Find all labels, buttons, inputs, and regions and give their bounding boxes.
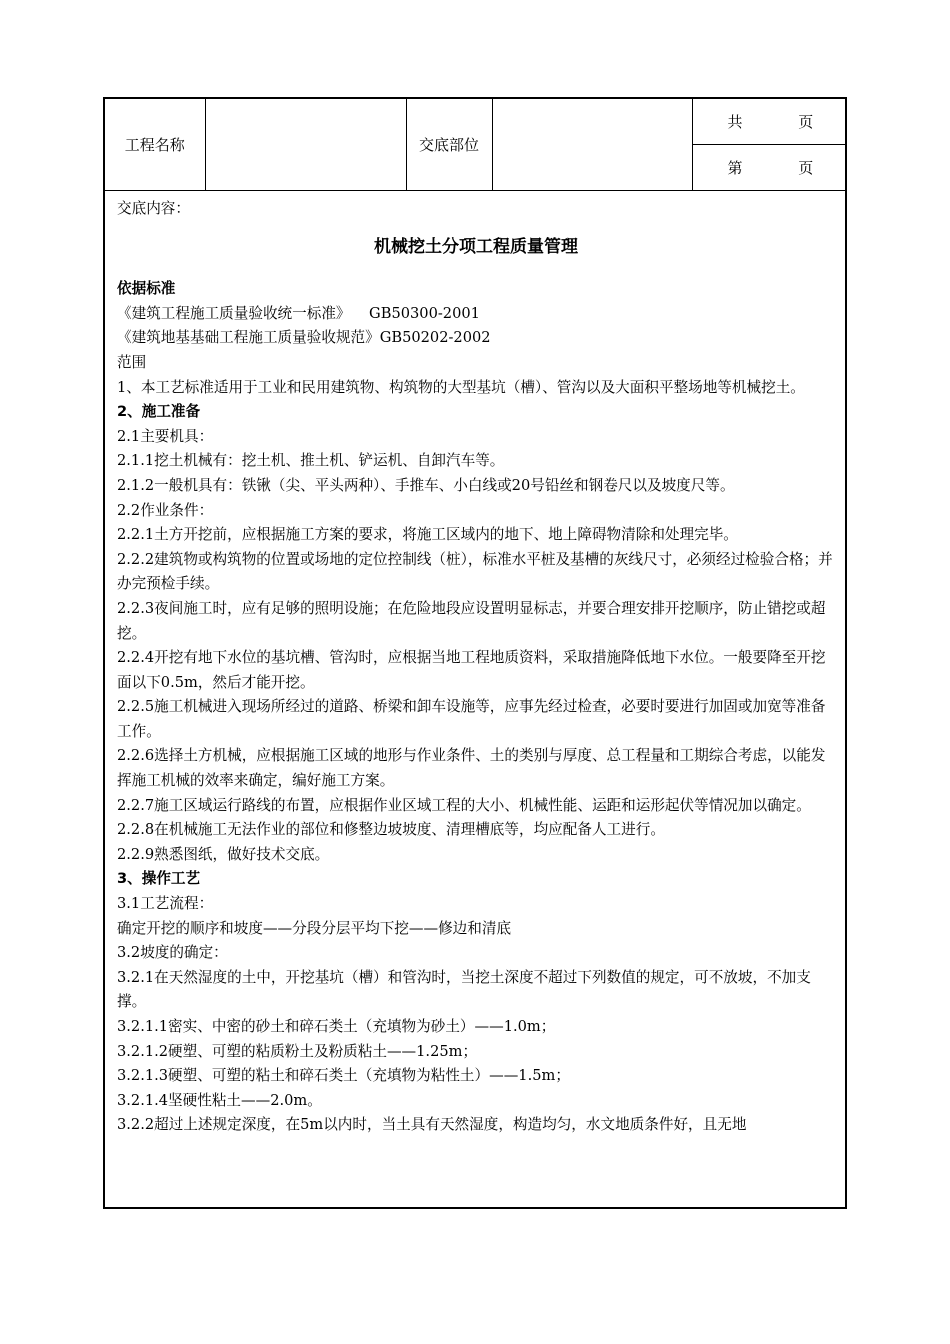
project-name-value	[205, 99, 406, 191]
section-heading: 3、操作工艺	[117, 870, 201, 888]
page-number-label-b: 页	[798, 159, 814, 177]
disclosure-part-label: 交底部位	[406, 99, 492, 191]
disclosure-part-value	[492, 99, 692, 191]
content-line: 3.2.1.3硬塑、可塑的粘土和碎石类土（充填物为粘性土）——1.5m；	[117, 1067, 570, 1085]
content-line: 2.2.1土方开挖前，应根据施工方案的要求，将施工区域内的地下、地上障碍物清除和处理完毕。	[117, 526, 738, 544]
content-line: 3.2.1在天然湿度的土中，开挖基坑（槽）和管沟时，当挖土深度不超过下列数值的规定，可不放坡，不加支撑。	[117, 968, 811, 1011]
content-line: 2.2.9熟悉图纸，做好技术交底。	[117, 845, 330, 863]
total-pages-label-a: 共	[727, 113, 743, 131]
content-line: 《建筑地基基础工程施工质量验收规范》GB50202-2002	[117, 329, 491, 347]
content-line: 2.2.6选择土方机械，应根据施工区域的地形与作业条件、土的类别与厚度、总工程量和工期综合考虑，以能发挥施工机械的效率来确定，编好施工方案。	[117, 747, 826, 790]
content-line: 2.2.5施工机械进入现场所经过的道路、桥梁和卸车设施等，应事先经过检查，必要时要进行加固或加宽等准备工作。	[117, 698, 826, 740]
intro-label: 交底内容：	[117, 200, 190, 217]
section-heading: 2、施工准备	[117, 403, 201, 421]
content-line: 2.1主要机具：	[117, 427, 214, 445]
content-line: 3.2坡度的确定：	[117, 944, 228, 962]
document-title: 机械挖土分项工程质量管理	[374, 236, 578, 257]
content-line: 3.2.1.1密实、中密的砂土和碎石类土（充填物为砂土）——1.0m；	[117, 1018, 556, 1035]
disclosure-content	[105, 191, 845, 1138]
content-lines	[117, 277, 835, 1138]
content-line: 3.2.2超过上述规定深度，在5m以内时，当土具有天然湿度，构造均匀，水文地质条件好，且无地	[117, 1116, 747, 1134]
content-line: 3.2.1.4坚硬性粘土——2.0m。	[117, 1091, 322, 1109]
content-line: 2.2作业条件：	[117, 501, 214, 519]
header-table	[105, 99, 847, 191]
content-line: 2.2.7施工区域运行路线的布置，应根据作业区域工程的大小、机械性能、运距和运形起伏等情况加以确定。	[117, 796, 811, 814]
project-name-label: 工程名称	[105, 99, 205, 191]
content-line: 3.2.1.2硬塑、可塑的粘质粉土及粉质粘土——1.25m；	[117, 1042, 478, 1060]
content-line: 范围	[117, 353, 147, 371]
content-line: 3.1工艺流程：	[117, 895, 214, 913]
content-line: 1、本工艺标准适用于工业和民用建筑物、构筑物的大型基坑（槽）、管沟以及大面积平整场地等机械挖土。	[117, 378, 805, 396]
content-line: 确定开挖的顺序和坡度——分段分层平均下挖——修边和清底	[117, 919, 512, 937]
content-line: 2.2.8在机械施工无法作业的部位和修整边坡坡度、清理槽底等，均应配备人工进行。	[117, 821, 665, 839]
page-number-label-a: 第	[727, 159, 743, 177]
content-line: 2.2.3夜间施工时，应有足够的照明设施；在危险地段应设置明显标志，并要合理安排开挖顺序，防止错挖或超挖。	[117, 599, 826, 642]
content-line: 2.2.2建筑物或构筑物的位置或场地的定位控制线（桩），标准水平桩及基槽的灰线尺寸，必须经过检验合格；并办完预检手续。	[117, 550, 833, 593]
content-line: 《建筑工程施工质量验收统一标准》 GB50300-2001	[117, 304, 480, 322]
page-number-cell	[692, 145, 847, 191]
content-line: 2.1.2一般机具有：铁锹（尖、平头两种）、手推车、小白线或20号铅丝和钢卷尺以及坡度尺等。	[117, 476, 735, 494]
total-pages-cell	[692, 99, 847, 145]
content-line: 2.2.4开挖有地下水位的基坑槽、管沟时，应根据当地工程地质资料，采取措施降低地下水位。一般要降至开挖面以下0.5m，然后才能开挖。	[117, 649, 826, 691]
section-heading: 依据标准	[117, 280, 176, 298]
total-pages-label-b: 页	[798, 113, 814, 131]
disclosure-sheet	[103, 97, 847, 1209]
content-line: 2.1.1挖土机械有：挖土机、推土机、铲运机、自卸汽车等。	[117, 452, 505, 470]
